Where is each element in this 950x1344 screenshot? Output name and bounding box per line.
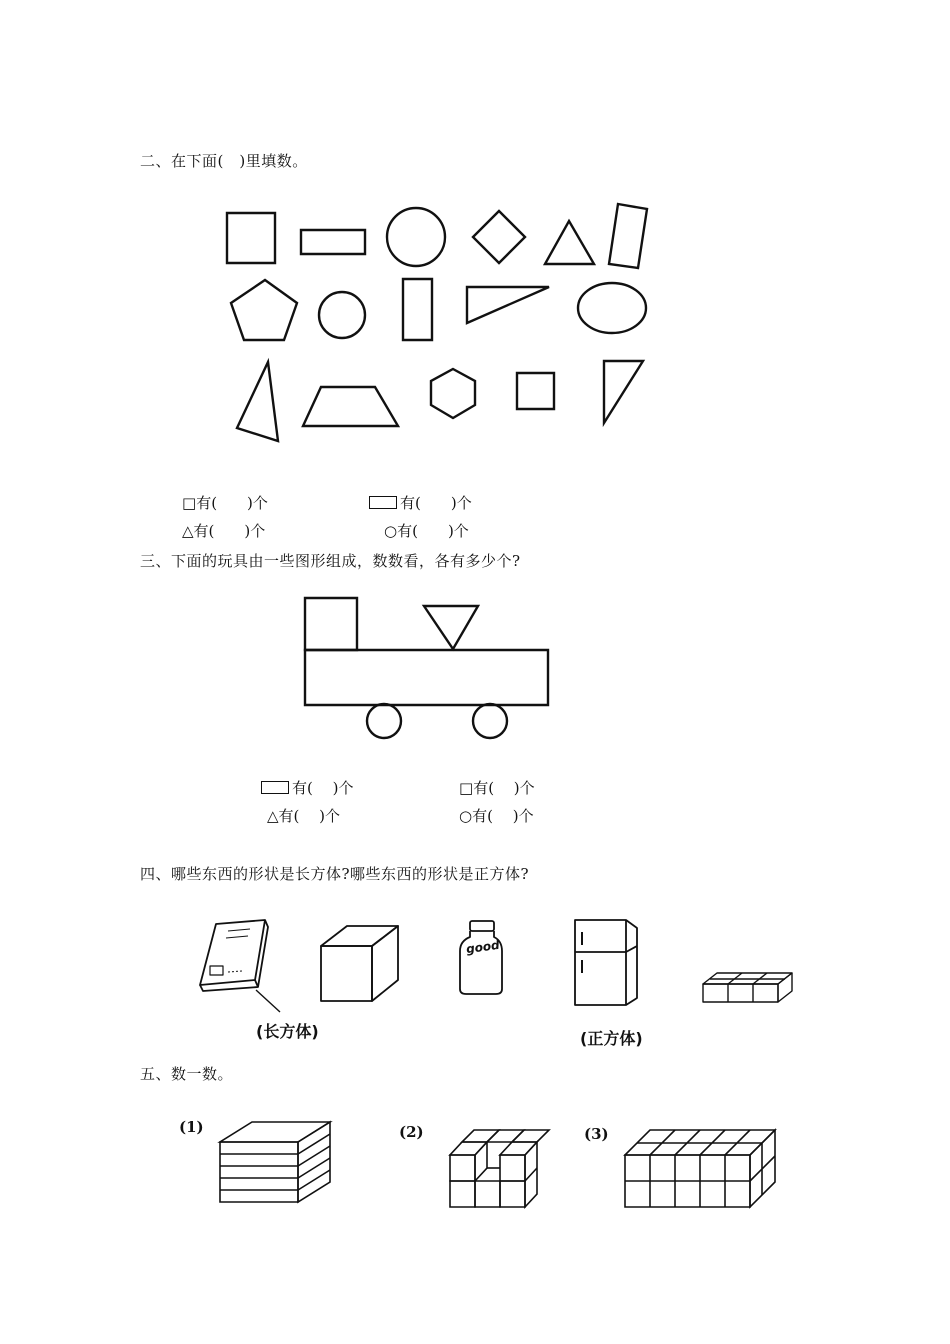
slab-stack-icon bbox=[220, 1122, 330, 1202]
caption-cube: (正方体) bbox=[580, 1029, 643, 1048]
square-glyph: □ bbox=[182, 493, 197, 512]
large-block-icon bbox=[625, 1130, 775, 1207]
circle-glyph: ○ bbox=[459, 806, 473, 825]
answer-square-2: □ 有( )个 bbox=[459, 778, 535, 797]
answer-rectangle: 有( )个 bbox=[369, 492, 472, 513]
answer-square: □ 有( )个 bbox=[182, 493, 268, 512]
label-2: (2) bbox=[399, 1123, 424, 1141]
section-5-heading: 五、数一数。 bbox=[140, 1065, 234, 1083]
label-1: (1) bbox=[179, 1118, 204, 1136]
triangle-glyph: △ bbox=[182, 521, 194, 540]
jar-label: good bbox=[465, 937, 501, 957]
circle-glyph: ○ bbox=[384, 521, 398, 540]
cube-arrangement-icon bbox=[450, 1130, 549, 1207]
triangle-glyph: △ bbox=[267, 806, 279, 825]
answer-rectangle-2: 有( )个 bbox=[261, 777, 353, 798]
section-4-heading: 四、哪些东西的形状是长方体?哪些东西的形状是正方体? bbox=[140, 865, 530, 883]
caption-cuboid: (长方体) bbox=[256, 1022, 319, 1041]
answer-triangle: △ 有( )个 bbox=[182, 521, 266, 540]
square-glyph: □ bbox=[459, 778, 474, 797]
answer-triangle-2: △ 有( )个 bbox=[267, 806, 341, 825]
section-2-heading: 二、在下面( )里填数。 bbox=[140, 152, 308, 170]
answer-circle: ○ 有( )个 bbox=[384, 521, 469, 540]
section-3-heading: 三、下面的玩具由一些图形组成，数数看，各有多少个? bbox=[140, 552, 521, 570]
answer-circle-2: ○ 有( )个 bbox=[459, 806, 534, 825]
label-3: (3) bbox=[584, 1125, 609, 1143]
